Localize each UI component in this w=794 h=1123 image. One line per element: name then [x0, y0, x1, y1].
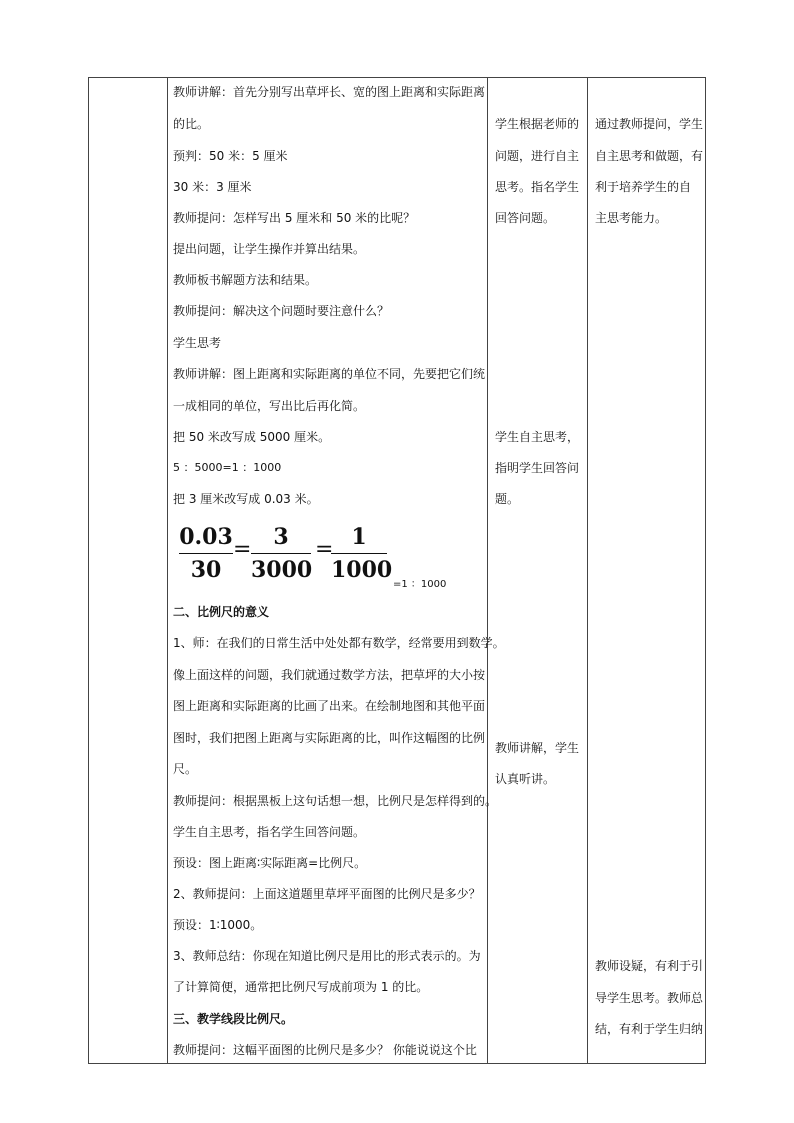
text-line: 5 ：5000=1 ：1000: [173, 461, 282, 474]
text-line: 3、教师总结：你现在知道比例尺是用比的形式表示的。为: [173, 949, 481, 963]
text-line: 导学生思考。教师总: [595, 991, 704, 1005]
text-line: 2、教师提问：上面这道题里草坪平面图的比例尺是多少？: [173, 887, 481, 901]
text-line: 学生思考: [173, 336, 222, 350]
fraction: [179, 523, 233, 584]
text-line: 题。: [495, 492, 520, 506]
text-line: 的比。: [173, 117, 210, 131]
fraction-numerator: 0.03: [179, 524, 233, 550]
fraction: [251, 523, 311, 584]
text-line: 图上距离和实际距离的比画了出来。在绘制地图和其他平面: [173, 699, 486, 713]
text-line: 预判：50 米：5 厘米: [173, 149, 288, 163]
column-divider: [487, 78, 488, 1063]
text-line: 尺。: [173, 762, 198, 776]
text-line: 问题，进行自主: [495, 149, 580, 163]
section-heading: 二、比例尺的意义: [173, 605, 270, 619]
column-divider: [587, 78, 588, 1063]
section-heading: 三、教学线段比例尺。: [173, 1012, 294, 1026]
text-line: 了计算简便，通常把比例尺写成前项为 1 的比。: [173, 980, 429, 994]
text-line: 教师设疑，有利于引: [595, 959, 704, 973]
fraction-bar: [179, 553, 233, 554]
equals-sign: =: [233, 537, 252, 562]
text-line: 教师讲解：首先分别写出草坪长、宽的图上距离和实际距离: [173, 85, 486, 99]
fraction-equation: [173, 519, 473, 589]
text-line: 把 50 米改写成 5000 厘米。: [173, 430, 331, 444]
text-line: 教师提问：这幅平面图的比例尺是多少？ 你能说说这个比: [173, 1043, 477, 1057]
text-line: 教师提问：解决这个问题时要注意什么？: [173, 304, 390, 318]
text-line: 自主思考和做题，有: [595, 149, 704, 163]
text-line: 图时，我们把图上距离与实际距离的比，叫作这幅图的比例: [173, 731, 486, 745]
lesson-table: [88, 77, 706, 1064]
fraction: [331, 523, 393, 584]
fraction-denominator: 3000: [251, 557, 313, 583]
text-line: 学生根据老师的: [495, 117, 580, 131]
text-line: 主思考能力。: [595, 211, 668, 225]
text-line: 认真听讲。: [495, 772, 556, 786]
text-line: 教师讲解：图上距离和实际距离的单位不同，先要把它们统: [173, 367, 486, 381]
fraction-bar: [251, 553, 311, 554]
text-line: 预设：图上距离∶实际距离=比例尺。: [173, 856, 367, 870]
fraction-denominator: 1000: [331, 557, 393, 583]
fraction-denominator: 30: [190, 557, 222, 583]
text-line: 提出问题，让学生操作并算出结果。: [173, 242, 366, 256]
text-line: 学生自主思考，指名学生回答问题。: [173, 825, 366, 839]
column-divider: [167, 78, 168, 1063]
text-line: 教师提问：根据黑板上这句话想一想，比例尺是怎样得到的。: [173, 794, 498, 808]
text-line: 预设：1∶1000。: [173, 918, 263, 932]
text-line: 通过教师提问，学生: [595, 117, 704, 131]
text-line: 把 3 厘米改写成 0.03 米。: [173, 492, 319, 506]
fraction-numerator: 1: [351, 524, 367, 550]
text-line: 像上面这样的问题，我们就通过数学方法，把草坪的大小按: [173, 668, 486, 682]
text-line: 教师板书解题方法和结果。: [173, 273, 318, 287]
text-line: 利于培养学生的自: [595, 180, 692, 194]
text-line: 一成相同的单位，写出比后再化简。: [173, 399, 366, 413]
fraction-numerator: 3: [273, 524, 289, 550]
equals-sign: =: [315, 537, 334, 562]
fraction-bar: [331, 553, 387, 554]
text-line: 结，有利于学生归纳: [595, 1022, 704, 1036]
text-line: 1、师：在我们的日常生活中处处都有数学，经常要用到数学。: [173, 636, 505, 650]
text-line: 教师提问：怎样写出 5 厘米和 50 米的比呢？: [173, 211, 416, 225]
text-line: 学生自主思考，: [495, 430, 580, 444]
text-line: 教师讲解，学生: [495, 741, 580, 755]
ratio-result: =1 ：1000: [393, 579, 447, 590]
text-line: 30 米：3 厘米: [173, 180, 252, 194]
text-line: 回答问题。: [495, 211, 556, 225]
text-line: 指明学生回答问: [495, 461, 580, 475]
text-line: 思考。指名学生: [495, 180, 580, 194]
